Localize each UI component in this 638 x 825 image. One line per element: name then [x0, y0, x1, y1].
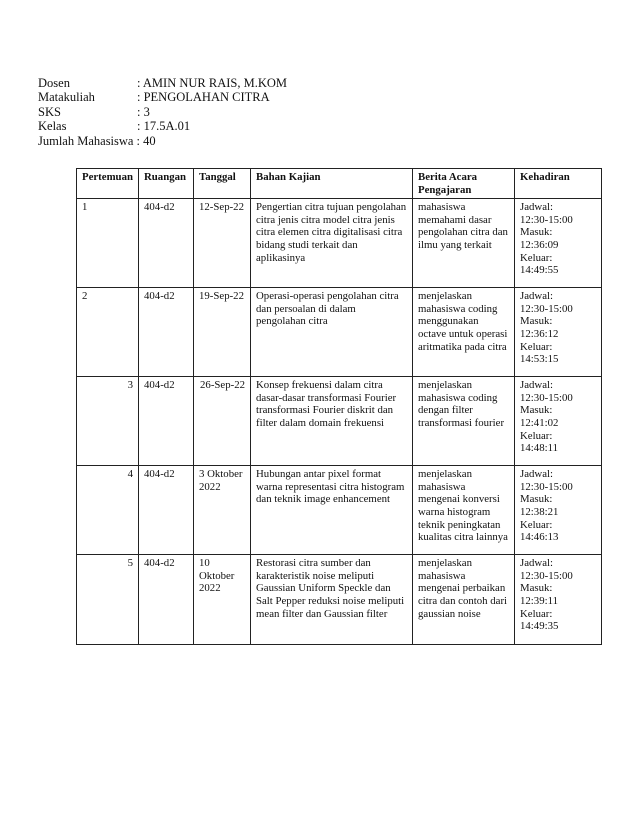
table-row [77, 377, 602, 466]
header-pertemuan: Pertemuan [77, 169, 139, 199]
info-row-sks [38, 105, 287, 119]
cell-kehadiran [515, 288, 602, 377]
kehadiran-line: Jadwal: [520, 201, 553, 214]
kehadiran-line: Jadwal: [520, 379, 553, 392]
kehadiran-line: 12:36:09 [520, 238, 559, 251]
cell-tanggal: 19-Sep-22 [194, 288, 251, 377]
kehadiran-line: Masuk: [520, 582, 553, 595]
cell-bahan-kajian: Konsep frekuensi dalam citra dasar-dasar transformasi Fourier transformasi Fourier diskrit dan filter dalam domain frekuensi [251, 377, 413, 466]
kehadiran-line: 14:53:15 [520, 353, 559, 366]
header-bahan-kajian: Bahan Kajian [251, 169, 413, 199]
cell-pertemuan: 4 [77, 466, 139, 555]
header-berita-acara: Berita Acara Pengajaran [413, 169, 515, 199]
cell-tanggal: 26-Sep-22 [194, 377, 251, 466]
header-ruangan: Ruangan [139, 169, 194, 199]
info-label: Jumlah Mahasiswa [38, 133, 134, 148]
kehadiran-line: Masuk: [520, 315, 553, 328]
kehadiran-line: 14:46:13 [520, 531, 559, 544]
cell-pertemuan: 5 [77, 555, 139, 645]
kehadiran-line: Masuk: [520, 226, 553, 239]
info-label: Kelas [38, 119, 67, 134]
kehadiran-line: Jadwal: [520, 468, 553, 481]
kehadiran-line: 12:36:12 [520, 327, 559, 340]
course-info [38, 76, 287, 148]
kehadiran-line: Jadwal: [520, 290, 553, 303]
table-row [77, 555, 602, 645]
kehadiran-line: Keluar: [520, 251, 553, 264]
cell-kehadiran [515, 555, 602, 645]
info-value: : 17.5A.01 [137, 119, 191, 134]
info-row-kelas [38, 119, 287, 133]
cell-ruangan: 404-d2 [139, 466, 194, 555]
info-value: : 40 [136, 133, 156, 148]
cell-pertemuan: 1 [77, 199, 139, 288]
table-row [77, 288, 602, 377]
cell-berita-acara: menjelaskan mahasiswa mengenai perbaikan citra dan contoh dari gaussian noise [413, 555, 515, 645]
kehadiran-line: 12:39:11 [520, 594, 558, 607]
info-row-matakuliah [38, 90, 287, 104]
cell-pertemuan: 2 [77, 288, 139, 377]
info-value: : PENGOLAHAN CITRA [137, 90, 270, 105]
table-row [77, 199, 602, 288]
kehadiran-line: Masuk: [520, 404, 553, 417]
cell-berita-acara: menjelaskan mahasiswa coding dengan filter transformasi fourier [413, 377, 515, 466]
kehadiran-line: 12:30-15:00 [520, 569, 573, 582]
cell-berita-acara: menjelaskan mahasiswa mengenai konversi warna histogram teknik peningkatan kualitas citra lainnya [413, 466, 515, 555]
table-header-row [77, 169, 602, 199]
table-row [77, 466, 602, 555]
kehadiran-line: Jadwal: [520, 557, 553, 570]
kehadiran-line: Keluar: [520, 340, 553, 353]
cell-pertemuan: 3 [77, 377, 139, 466]
cell-bahan-kajian: Operasi-operasi pengolahan citra dan persoalan di dalam pengolahan citra [251, 288, 413, 377]
cell-ruangan: 404-d2 [139, 199, 194, 288]
kehadiran-line: Keluar: [520, 607, 553, 620]
info-row-dosen [38, 76, 287, 90]
info-label: Matakuliah [38, 90, 95, 105]
cell-kehadiran [515, 466, 602, 555]
cell-berita-acara: mahasiswa memahami dasar pengolahan citra dan ilmu yang terkait [413, 199, 515, 288]
info-value: : 3 [137, 104, 150, 119]
cell-ruangan: 404-d2 [139, 377, 194, 466]
kehadiran-line: 12:30-15:00 [520, 391, 573, 404]
cell-bahan-kajian: Pengertian citra tujuan pengolahan citra jenis citra model citra jenis citra elemen citra digitalisasi citra bidang studi terkait dan aplikasinya [251, 199, 413, 288]
cell-ruangan: 404-d2 [139, 555, 194, 645]
kehadiran-line: 12:30-15:00 [520, 480, 573, 493]
cell-tanggal: 3 Oktober 2022 [194, 466, 251, 555]
cell-tanggal: 12-Sep-22 [194, 199, 251, 288]
header-kehadiran: Kehadiran [515, 169, 602, 199]
schedule-table [76, 168, 602, 645]
kehadiran-line: 14:49:35 [520, 620, 559, 633]
info-label: SKS [38, 104, 61, 119]
header-tanggal: Tanggal [194, 169, 251, 199]
info-value: : AMIN NUR RAIS, M.KOM [137, 76, 288, 90]
kehadiran-line: Keluar: [520, 429, 553, 442]
kehadiran-line: 12:30-15:00 [520, 302, 573, 315]
info-row-jumlah-mahasiswa [38, 134, 287, 148]
kehadiran-line: 12:38:21 [520, 505, 559, 518]
cell-bahan-kajian: Hubungan antar pixel format warna representasi citra histogram dan teknik image enhancement [251, 466, 413, 555]
kehadiran-line: 12:41:02 [520, 416, 559, 429]
kehadiran-line: 14:48:11 [520, 442, 558, 455]
kehadiran-line: Keluar: [520, 518, 553, 531]
cell-kehadiran [515, 199, 602, 288]
cell-tanggal: 10 Oktober 2022 [194, 555, 251, 645]
cell-kehadiran [515, 377, 602, 466]
cell-ruangan: 404-d2 [139, 288, 194, 377]
kehadiran-line: 14:49:55 [520, 264, 559, 277]
cell-berita-acara: menjelaskan mahasiswa coding menggunakan octave untuk operasi aritmatika pada citra [413, 288, 515, 377]
cell-bahan-kajian: Restorasi citra sumber dan karakteristik noise meliputi Gaussian Uniform Speckle dan Salt Pepper reduksi noise meliputi mean filter dan Gaussian filter [251, 555, 413, 645]
kehadiran-line: Masuk: [520, 493, 553, 506]
info-label: Dosen [38, 76, 70, 90]
kehadiran-line: 12:30-15:00 [520, 213, 573, 226]
